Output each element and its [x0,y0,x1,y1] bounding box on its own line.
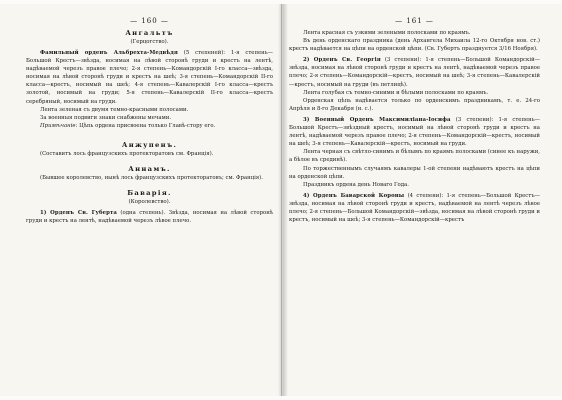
angalt-subtitle: (Герцогство). [130,39,169,45]
bavaria-subtitle: (Королевство). [128,199,171,206]
george-chain-text: Орденская цѣпь надѣвается только по орденскимъ праздникамъ, т. е. 24-го Апрѣля и 8-го Декабря (н. с.). [289,97,540,112]
angalt-ribbon-text: Лента зеленая съ двумя темно-красными полосами. [40,106,189,113]
max-joseph-order-text: (3 степени): 1-я степень—Большой Крестъ—звѣздный крестъ, носимый на лѣвой сторонѣ груди и крестъ на лентѣ, надѣваемой черезъ правое плечо; 2-я степень—Командорскій—крестъ, носимый на шеѣ; 3-я степень—Кавалерскій—крестъ, носимый на груди. [289,116,540,148]
george-order-text: (3 степени): 1-я степень—Большой Командорскій—звѣзда, носимая на лѣвой сторонѣ груди и крестъ на лентѣ, надѣваемой черезъ правое плечо; 2-я степень—Командорскій—крестъ, носимый на шеѣ; 3-я степень—Кавалерскій—крестъ, носимый на груди (въ петлицѣ). [289,57,540,88]
max-joseph-chain-text: По торжественнымъ случаямъ кавалеры 1-ой степени надѣваютъ крестъ на цѣпи на орденской цѣпи. [289,165,540,180]
max-joseph-ribbon-text: Лента черная съ свѣтло-синимъ и бѣлымъ по краямъ полосками (синее къ наружи, а бѣлое въ срединѣ). [289,149,540,164]
crown-order-paragraph [289,192,540,224]
book-gutter [278,4,288,396]
angalt-note-paragraph [26,122,273,130]
george-ribbon-text: Лента голубая съ темно-синими и бѣлыми полосками по краямъ. [303,89,489,96]
angalt-order-text: (5 степеней): 1-я степень—Большой Крестъ—звѣзда, носимая на лѣвой сторонѣ груди и крестъ на лентѣ, надѣваемой черезъ правое плечо; 2-я степень—Командорскій I-го класса—звѣзда, носимая на лѣвой сторонѣ груди и крестъ на шеѣ; 3-я степень—Командорскій II-го класса—крестъ, носимый на шеѣ; 4-я степень—Кавалерскій I-го класса—крестъ золотой, носимый на груди; 5-я степень—Кавалерскій II-го класса—крестъ серебряный, носимый на груди. [26,50,273,105]
annam-heading: Аннамъ. [128,165,171,174]
right-page [283,4,562,396]
angalt-heading: Ангальтъ [125,29,174,37]
anzhupen-text: (Составитъ лось французскихъ протекторатовъ см. Франція). [40,150,214,157]
max-joseph-order-name: 3) Военный Орденъ Максимиліана-Іосифа [303,116,451,123]
max-joseph-order-paragraph [289,116,540,148]
george-order-name: 2) Орденъ Св. Георгія [303,57,381,64]
max-joseph-feast-text: Праздникъ ордена день Новаго Года. [303,181,409,188]
left-page [0,4,282,396]
annam-text: (Бывшее королевство, нынѣ лось французскихъ протекторатовъ; см. Франція). [40,175,263,182]
hubert-order-name: 1) Орденъ Св. Губерта [40,210,117,217]
hubert-ribbon-text: Лента красная съ узкими зелеными полосками по краямъ. [303,30,471,36]
crown-order-name: 4) Орденъ Баварской Короны [303,192,405,199]
right-page-number: — 161 — [289,17,540,25]
hubert-order-text: (одна степень). Звѣзда, носимая на лѣвой сторонѣ груди и крестъ на лентѣ, надѣваемой черезъ лѣвое плечо. [26,210,273,225]
angalt-order-name: Фамильный орденъ Альбрехта-Медвѣдя [40,50,178,56]
george-order-paragraph [289,56,540,88]
crown-order-text: (4 степени): 1-я степень—Большой Крестъ—звѣзда, носимая на лѣвой сторонѣ груди и крестъ, надѣваемой на лентѣ черезъ лѣвое плечо; 2-я степень—Большой Командорскій—звѣзда, носимая на лѣвой сторонѣ груди и крестъ, носимый на шеѣ; 3-я степень—Командорскій—крестъ [289,192,540,224]
hubert-feast-text: Въ день орденскаго праздника (день Архангела Михаила 12-го Октября нов. ст.) крестъ надѣвается на цѣпи на орденской цѣпи. (Св. Губертъ празднуется 3/16 Ноября). [289,38,540,53]
anzhupen-heading: Анжупенъ. [121,140,178,149]
left-page-number: — 160 — [26,17,273,25]
angalt-note-label: Примѣчаніе: [40,122,78,129]
bavaria-heading: Баварія. [127,189,172,198]
angalt-note-text: Цѣпь ордена присвоена только Главѣ-стору его. [79,122,216,129]
hubert-order-paragraph [26,209,273,225]
angalt-swords-text: За военныя подвиги знаки снабжены мечами. [40,114,172,121]
angalt-order-paragraph [26,49,273,106]
